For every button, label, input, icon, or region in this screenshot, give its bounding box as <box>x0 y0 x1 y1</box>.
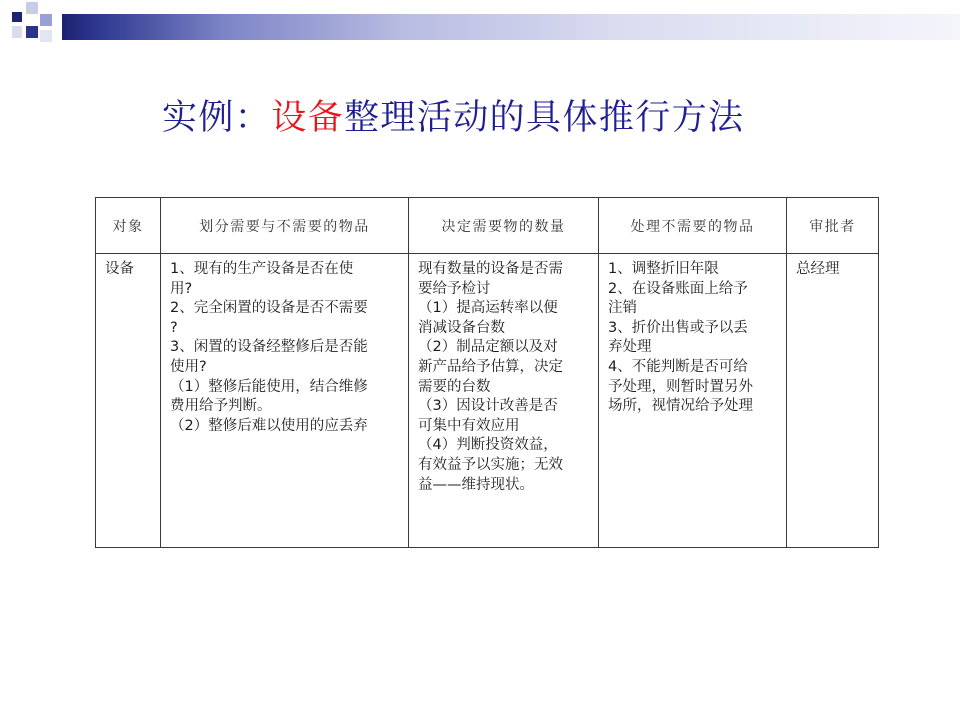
cell-line: 费用给予判断。 <box>170 398 272 415</box>
decorative-square <box>40 14 52 26</box>
cell-line: 1、调整折旧年限 <box>608 261 719 277</box>
cell-line: 1、现有的生产设备是否在使 <box>170 261 354 277</box>
cell-line: 4、不能判断是否可给 <box>608 358 748 375</box>
decorative-square <box>12 12 22 22</box>
cell-line: 益——维持现状。 <box>418 476 534 493</box>
cell-line: 场所，视情况给予处理 <box>608 398 753 415</box>
cell-line: 弃处理 <box>608 339 652 356</box>
cell-line: 2、在设备账面上给予 <box>608 280 748 297</box>
cell-quantity <box>409 254 599 548</box>
header-object: 对象 <box>96 198 161 254</box>
header-approver: 审批者 <box>787 198 879 254</box>
cell-line: （4）判断投资效益， <box>418 437 558 454</box>
cell-disposal <box>599 254 787 548</box>
cell-line: 用? <box>170 280 193 297</box>
decorative-square <box>12 26 22 38</box>
title-prefix: 实例： <box>162 98 272 138</box>
cell-line: 要给予检讨 <box>418 280 491 297</box>
cell-line: 消减设备台数 <box>418 319 505 336</box>
cell-line: 使用? <box>170 358 207 375</box>
header-classify: 划分需要与不需要的物品 <box>161 198 409 254</box>
slide-title <box>162 96 744 140</box>
cell-line: （3）因设计改善是否 <box>418 398 558 415</box>
cell-line: 注销 <box>608 300 637 317</box>
title-suffix: 整理活动的具体推行方法 <box>344 98 745 138</box>
cell-line: 总经理 <box>796 261 840 277</box>
cell-line: （2）制品定额以及对 <box>418 339 558 356</box>
cell-line: 新产品给予估算，决定 <box>418 358 563 375</box>
header-quantity: 决定需要物的数量 <box>409 198 599 254</box>
cell-line: 2、完全闲置的设备是否不需要 <box>170 300 368 317</box>
title-highlight: 设备 <box>271 98 345 138</box>
header-disposal: 处理不需要的物品 <box>599 198 787 254</box>
decorative-square <box>26 2 38 14</box>
cell-line: 3、闲置的设备经整修后是否能 <box>170 339 368 356</box>
cell-line: 3、折价出售或予以丢 <box>608 319 748 336</box>
cell-line: （1）整修后能使用，结合维修 <box>170 378 368 395</box>
cell-classify <box>161 254 409 548</box>
cell-line: 可集中有效应用 <box>418 417 520 434</box>
cell-line: 现有数量的设备是否需 <box>418 261 563 277</box>
cell-line: 设备 <box>105 261 134 277</box>
cell-line: 有效益予以实施；无效 <box>418 456 563 473</box>
table-header-row <box>96 198 879 254</box>
cell-line: 予处理，则暂时置另外 <box>608 378 753 395</box>
decorative-square <box>40 30 52 42</box>
cell-object <box>96 254 161 548</box>
procedure-table <box>95 197 879 548</box>
cell-line: ? <box>170 319 178 336</box>
table-row <box>96 254 879 548</box>
decorative-square <box>26 26 38 38</box>
header-banner <box>62 14 960 40</box>
cell-approver <box>787 254 879 548</box>
cell-line: （1）提高运转率以便 <box>418 300 558 317</box>
cell-line: 需要的台数 <box>418 378 491 395</box>
cell-line: （2）整修后难以使用的应丢弃 <box>170 417 368 434</box>
